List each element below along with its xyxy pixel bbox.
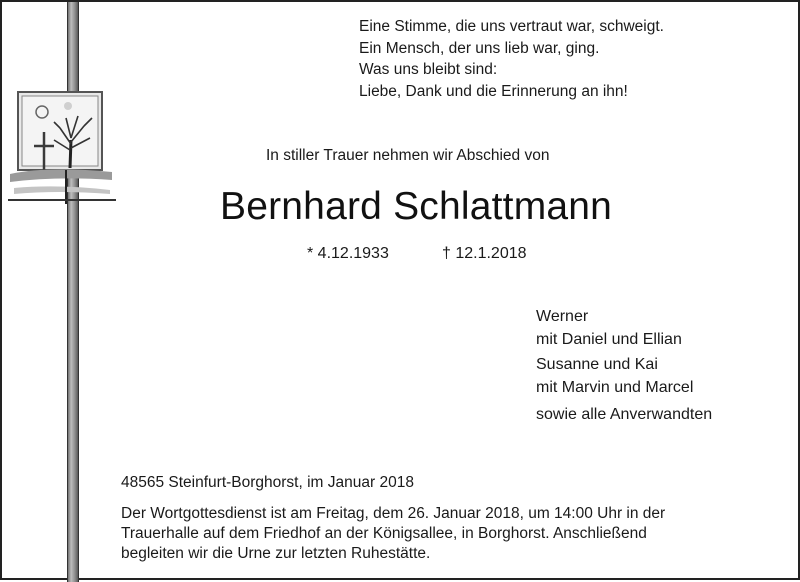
- service-line: begleiten wir die Urne zur letzten Ruhestätte.: [121, 545, 431, 562]
- tree-cross-emblem-icon: [8, 88, 116, 212]
- mourner-line: Susanne und Kai: [536, 356, 658, 373]
- service-line: Der Wortgottesdienst ist am Freitag, dem 26. Januar 2018, um 14:00 Uhr in der: [121, 505, 666, 522]
- death-date: † 12.1.2018: [442, 245, 527, 262]
- mourner-line: mit Marvin und Marcel: [536, 379, 694, 396]
- verse-line: Eine Stimme, die uns vertraut war, schweigt.: [359, 18, 664, 35]
- mourner-line: Werner: [536, 308, 589, 325]
- memorial-verse: [359, 16, 664, 102]
- mourner-line: sowie alle Anverwandten: [536, 406, 713, 423]
- service-details: [121, 504, 665, 564]
- verse-line: Ein Mensch, der uns lieb war, ging.: [359, 39, 600, 57]
- deceased-name: Bernhard Schlattmann: [220, 185, 613, 228]
- place-and-date: 48565 Steinfurt-Borghorst, im Januar 2018: [121, 474, 414, 491]
- mourner-line: mit Daniel und Ellian: [536, 331, 682, 348]
- verse-line: Was uns bleibt sind:: [359, 61, 498, 78]
- birth-date: * 4.12.1933: [307, 245, 389, 262]
- mourners-list: [536, 305, 712, 426]
- intro-text: In stiller Trauer nehmen wir Abschied von: [266, 147, 550, 164]
- service-line: Trauerhalle auf dem Friedhof an der Königsallee, in Borghorst. Anschließend: [121, 525, 647, 542]
- verse-line: Liebe, Dank und die Erinnerung an ihn!: [359, 82, 628, 100]
